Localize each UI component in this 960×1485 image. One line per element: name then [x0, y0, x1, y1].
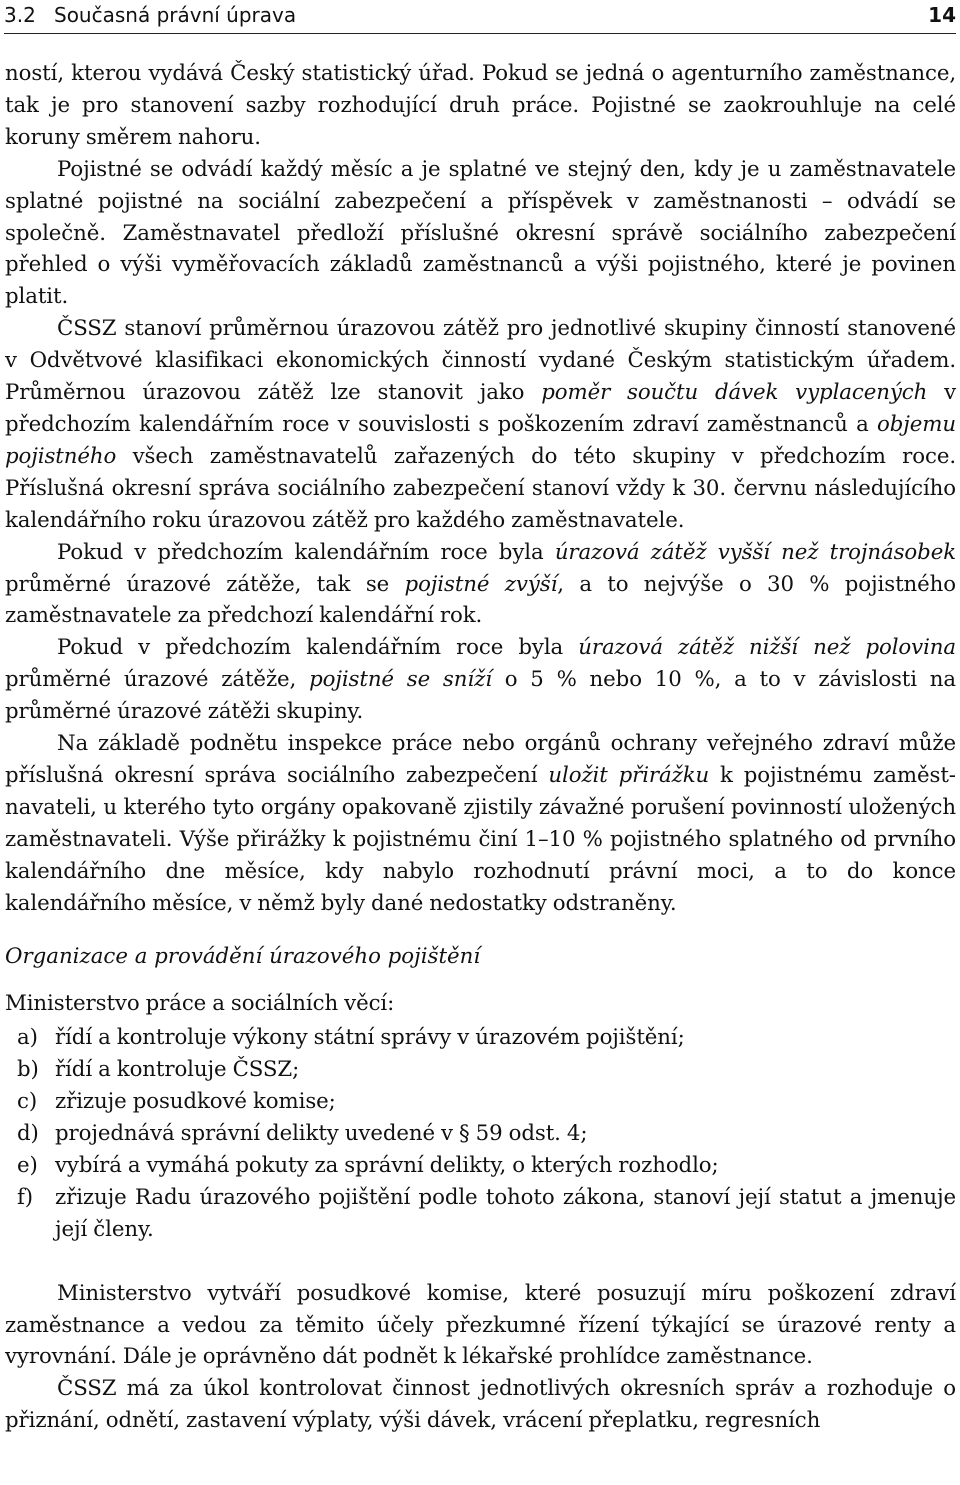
section-title: Současná právní úprava — [54, 3, 297, 27]
page-number: 14 — [928, 3, 956, 27]
list-item — [5, 1118, 956, 1150]
list-marker: f) — [17, 1184, 33, 1210]
list-item-text: řídí a kontroluje ČSSZ; — [55, 1057, 300, 1083]
list-marker: e) — [17, 1152, 38, 1178]
paragraph-average-injury-burden: ČSSZ stanoví průměrnou úrazovou zátěž pro jednotlivé skupiny činností stanovené v Odvětvové klasifikaci ekonomických činností vydané Českým statistickým úřadem. Průměrnou úrazovou zátěž lze stanovit jako poměr součtu dávek vyplacených v předchozím kalendářním roce v souvislosti s poškozením zdraví zaměstnanců a objemu pojistného všech zaměstnavatelů zařazených do této skupiny v předchozím roce. Příslušná okresní správa sociálního zabezpečení stanoví vždy k 30. červnu následujícího kalendářního roku úrazovou zátěž pro každého zaměstnavatele. — [5, 316, 956, 533]
paragraph-premium-payment: Pojistné se odvádí každý měsíc a je splatné ve stejný den, kdy je u zaměstnavatele splatné pojistné na sociální zabezpečení a příspěvek v zaměstnanosti – odvádí se společně. Zaměstnavatel předloží příslušné okresní správě sociálního zabezpečení přehled o výši vyměřovacích základů zaměstnanců a výši pojistného, které je povinen platit. — [5, 156, 956, 310]
paragraph-premium-decrease: Pokud v předchozím kalendářním roce byla úrazová zátěž nižší než polovina průměrné úrazové zátěže, pojistné se sníží o 5 % nebo 10 %, a to v závislosti na průměrné úrazové zátěži skupiny. — [5, 635, 957, 725]
paragraph-premium-increase: Pokud v předchozím kalendářním roce byla úrazová zátěž vyšší než trojnásobek průměrné úrazové zátěže, tak se pojistné zvýší, a to nejvýše o 30 % pojistného zaměstnavatele za předchozí kalendářní rok. — [5, 539, 956, 629]
list-item — [5, 1182, 956, 1246]
list-marker: a) — [17, 1025, 38, 1051]
list-item-text: projednává správní delikty uvedené v § 59 odst. 4; — [55, 1121, 588, 1146]
ministry-duties-list — [5, 1022, 956, 1245]
list-intro: Ministerstvo práce a sociálních věcí: — [5, 991, 395, 1017]
running-header — [4, 0, 956, 34]
paragraph-surcharge: Na základě podnětu inspekce práce nebo orgánů ochrany veřejného zdraví může příslušná okresní správa sociálního zabezpečení uložit přirážku k pojistnému zaměstnavateli, u kterého tyto orgány opakovaně zjistily závažné porušení povinností uložených zaměstnavateli. Výše přirážky k pojistnému činí 1–10 % pojistného splatného od prvního kalendářního dne měsíce, kdy nabylo rozhodnutí právní moci, a to do konce kalendářního měsíce, v němž byly dané nedostatky odstraněny. — [5, 731, 956, 916]
list-marker: d) — [17, 1121, 39, 1146]
paragraph-continued: ností, kterou vydává Český statistický úřad. Pokud se jedná o agenturního zaměstnance, tak je pro stanovení sazby rozhodující druh práce. Pojistné se zaokrouhluje na celé koruny směrem nahoru. — [5, 61, 956, 150]
subsection-title: Organizace a provádění úrazového pojištění — [5, 944, 481, 970]
list-marker: b) — [17, 1057, 39, 1083]
list-item — [5, 1054, 956, 1086]
list-item — [5, 1086, 956, 1118]
section-number: 3.2 — [4, 3, 36, 27]
list-item — [5, 1150, 956, 1182]
page-body — [5, 58, 956, 1437]
list-marker: c) — [17, 1089, 38, 1115]
list-item-text: vybírá a vymáhá pokuty za správní delikty, o kterých rozhodlo; — [55, 1152, 719, 1178]
list-item — [5, 1022, 956, 1054]
paragraph-assessment-commissions: Ministerstvo vytváří posudkové komise, které posuzují míru poškození zdraví zaměstnance a vedou za těmito účely přezkumné řízení týkající se úrazové renty a vyrovnání. Dále je oprávněno dát podnět k lékařské prohlídce zaměstnance. — [5, 1280, 956, 1370]
spacer — [5, 1246, 956, 1278]
list-item-text: zřizuje Radu úrazového pojištění podle tohoto zákona, stanoví její statut a jmenuje její členy. — [55, 1184, 956, 1242]
list-item-text: řídí a kontroluje výkony státní správy v úrazovém pojištění; — [55, 1025, 685, 1051]
list-item-text: zřizuje posudkové komise; — [55, 1089, 336, 1115]
paragraph-cssz-duties: ČSSZ má za úkol kontrolovat činnost jednotlivých okresních správ a rozhoduje o přiznání, odnětí, zastavení výplaty, výši dávek, vrácení přeplatku, regresních — [5, 1376, 956, 1434]
